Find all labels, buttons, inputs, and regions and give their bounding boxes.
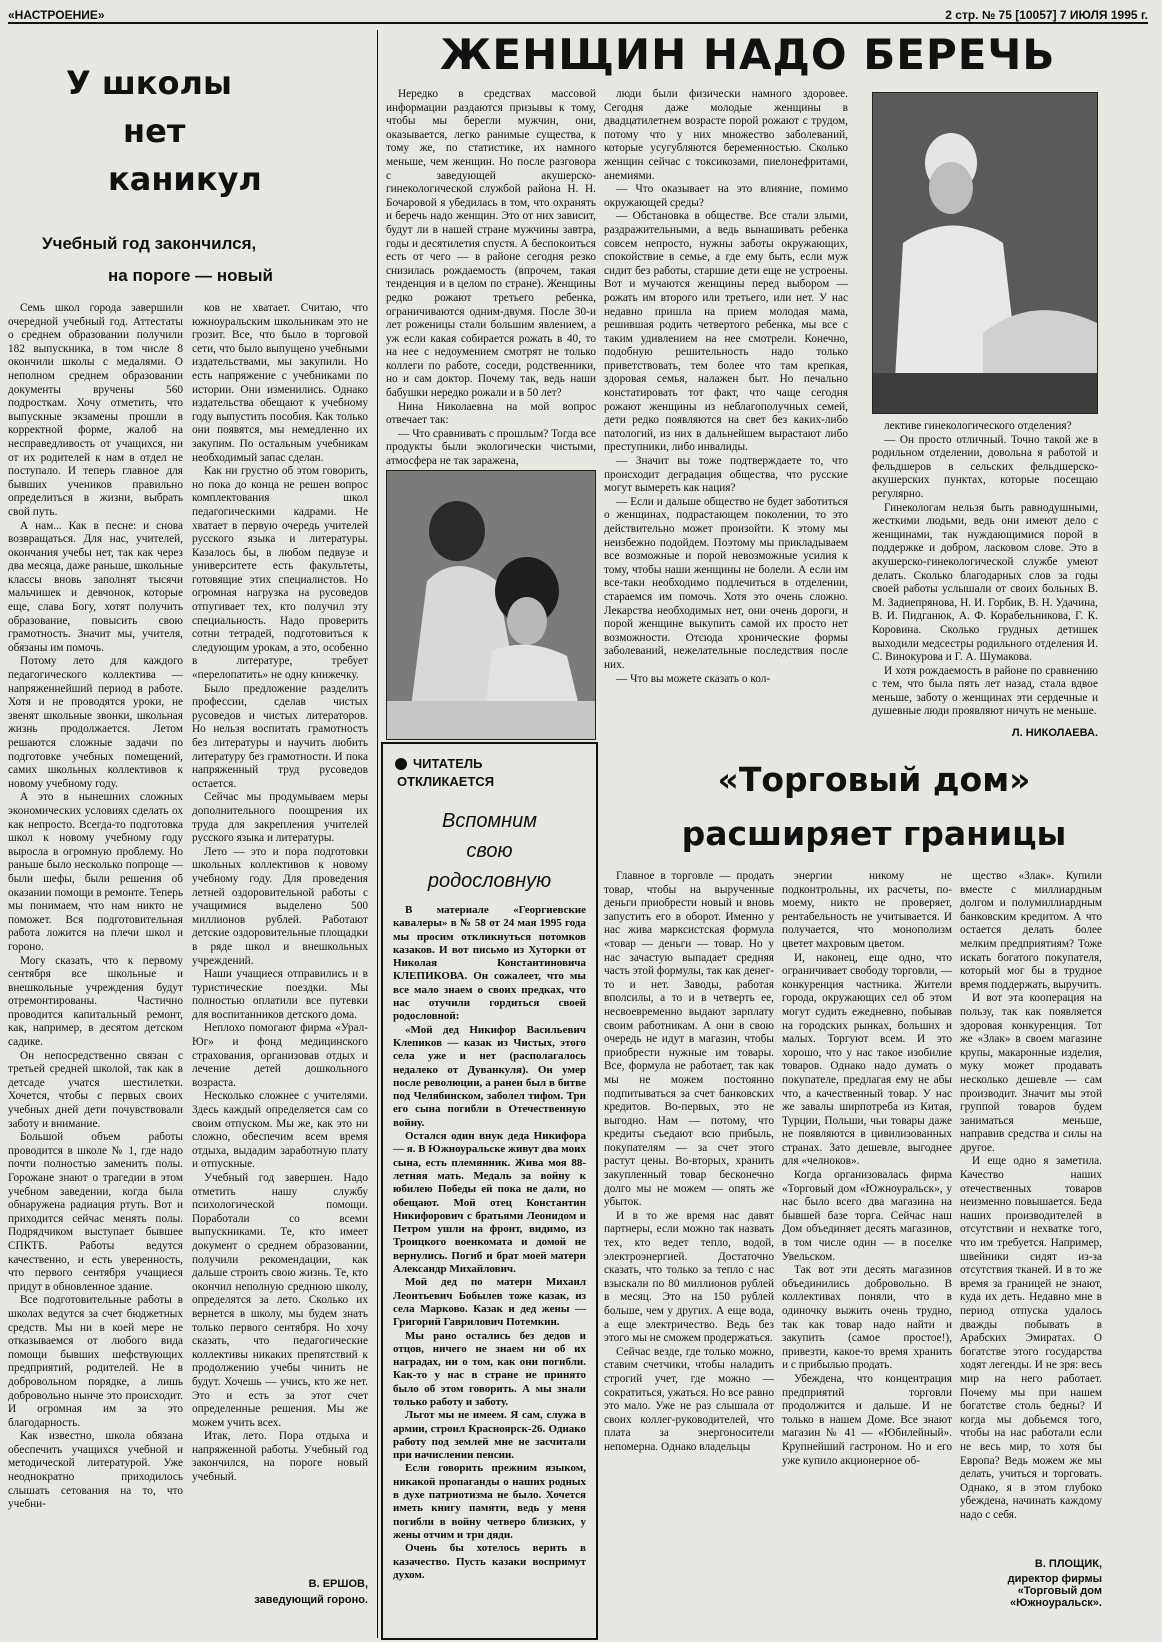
reader-box: [381, 742, 598, 1640]
women-column-3: лективе гинекологического отделения? — Он просто отличный. Точно такой же в родильном отделении, довольна я работой и фельдшеров в сельских фельдшерско-акушерских пунктах, которые посещаю регулярно. Гинекологам нельзя быть равнодушными, жесткими людьми, ведь они имеют дело с женщинами, так нуждающимися порой в поддержке и добром, ласковом слове. Это в акушерско-гинекологической службе умеют делать. Сколько благодарных слов за годы своей работы услышали от своих больных В. М. Задиепрянова, Н. И. Горбик, В. Н. Удачина, В. И. Пидганюк, А. Ф. Корабельникова, Г. К. Коровина. Сколько грудных детишек выходили медсестры родильного отделения И. С. Винокурова и Г. А. Шумакова. И хотя рождаемость в районе по сравнению с тем, что была пять лет назад, стала вдвое меньше, заботу о женщинах эти сердечные и душевные люди проявляют ничуть не меньше.: [872, 420, 1098, 718]
trade-title-line2: расширяет границы: [681, 814, 1067, 853]
school-headline-block: [8, 36, 298, 296]
reader-title-line1: Вспомним: [441, 810, 538, 832]
women-column-2: люди были физически намного здоровее. Сегодня даже молодые женщины в двадцатилетнем возрасте порой рожают с трудом, потому что у них множество заболеваний, которые усугубляются беременностью. Сколько женщин сейчас с токсикозами, пиелонефритами, анемиями. — Что оказывает на это влияние, помимо окружающей среды? — Обстановка в обществе. Все стали злыми, раздражительными, а ведь вынашивать ребенка совсем непросто, нужны заботы окружающих, спокойствие в семье, а где ему быть, если муж сидит без работы, старшие дети еще не устроены. Вот и мучаются женщины перед выбором — рожать им второго или третьего, или нет. У нас недавно пришла на прием молодая мама, решившая родить четвертого ребенка, мы все с таким удивлением на нее смотрели. Конечно, подобную решительность надо только приветствовать, тем более что там крепкая, здоровая семья, налажен быт. Но печально констатировать тот факт, что чаще сегодня рожают женщины из неблагополучных семей, дети редко появляются на свет без каких-либо патологий, из них в дальнейшем вырастают либо преступники, либо инвалиды. — Значит вы тоже подтверждаете то, что происходит деградация общества, что русские могут вымереть как нация? — Если и дальше общество не будет заботиться о женщинах, подрастающем поколении, то это действительно может произойти. К этому мы неизбежно подойдем. Поэтому мы прикладываем все возможные и порой невозможные усилия к тому, чтобы наши женщины не болели. А если им все-таки необходимо подлечиться в отделении, стараемся им помочь. Хотя это очень сложно. Лекарства необходимых нет, они очень дороги, и порой женщине выкупить самой их просто нет возможности. Отсюда хронические формы заболеваний, нежелательные последствия после них. — Что вы можете сказать о кол-: [604, 88, 848, 685]
reader-title-line3: родословную: [427, 870, 552, 892]
school-title-line2: нет: [123, 112, 186, 150]
trade-column-2: энергии никому не подконтрольны, их расчеты, по-моему, никто не проверяет, рентабельность не учитывается. И получается, что монополизм цветет махровым цветом. И, наконец, еще одно, что ограничивает свободу торговли, — конкуренция частника. Жители города, окружающих сел об этом могут судить ежедневно, побывав на городских рынках, больших и малых. Торгуют всем. И это хорошо, что у нас такое изобилие товаров. Однако надо думать о покупателе, предлагая ему не абы что, а качественный товар. У нас же завалы ширпотреба из Китая, Турции, Польши, чьи товары даже не появляются в цивилизованных странах. Зато дешевле, выгоднее для «челноков». Когда организовалась фирма «Торговый дом «Южноуральск», у нас было всего два магазина на бывшей базе торга. Сейчас наш Дом объединяет десять магазинов, в том числе один — в поселке Увельском. Так вот эти десять магазинов объединились добровольно. В коллективах поняли, что в одиночку выжить очень трудно, так как товар надо найти и закупить (самое простое!), привезти, какое-то время хранить и с прибылью продать. Убеждена, что концентрация предприятий торговли продолжится и дальше. И не только в нашем Доме. Все знают магазин № 41 — «Юбилейный». Крупнейший гастроном. Но и его уже купило акционерное об-: [782, 870, 952, 1467]
school-title-line1: У школы: [66, 64, 232, 102]
trade-author-role: директор фирмы «Торговый дом «Южноуральск».: [1007, 1573, 1102, 1609]
women-photo-doctors: [386, 470, 596, 740]
trade-author: В. ПЛОЩИК,: [1034, 1558, 1102, 1570]
bullet-icon: [395, 758, 407, 770]
doctor-patient-photo-illustration: [873, 93, 1097, 413]
school-title-line3: каникул: [108, 160, 262, 198]
school-column-1: Семь школ города завершили очередной учебный год. Аттестаты о среднем образовании получили 182 выпускника, в том числе 8 окончили школы с медалями. О неполном среднем образовании документы вручены 560 подросткам. Хочу отметить, что выпускные экзамены прошли в корректной форме, жалоб на несправедливость от учащихся, ни от их родителей к нам в отдел не поступало. И теперь главное для бывших учеников правильно определиться в жизни, выбрать свой путь. А нам... Как в песне: и снова возвращаться. Для нас, учителей, окончания учебы нет, так как через два месяца, даже раньше, школьные классы вновь заполнят тысячи мальчишек и девчонок, которые еще, слава Богу, хотят получить образование, повысить свою грамотность. Значит мы, учителя, обязаны им помочь. Потому лето для каждого педагогического коллектива — напряженнейший период в работе. Хотя и не проводятся уроки, не звенят школьные звонки, школьная жизнь продолжается. Летом решаются сложные задачи по подготовке учебных помещений, самих школьных коллективов к новому учебному году. А это в нынешних сложных экономических условиях сделать ох как непросто. Всегда-то подготовка школ к новому учебному году выросла в огромную проблему. Но раньше было несколько попроще — были шефы, были решения об оказании помощи в ремонте. Теперь мы понимаем, что нам никто не поможет. Вся подготовительная работа ложится на плечи школ и гороно. Могу сказать, что к первому сентября все школьные и внешкольные учреждения будут отремонтированы. Частично проводится капитальный ремонт, как, например, в десятом детском садике. Он непосредственно связан с третьей средней школой, так как в детсаде учатся шестилетки. Хочется, чтобы с первых своих учебных дней дети почувствовали заботу и внимание. Большой объем работы проводится в школе № 1, где надо почти полностью заменить полы. Горожане знают о трагедии в этом учебном заведении, когда была обнаружена радиация ртуть. Вот и приходится сейчас менять полы. Подрядчиком выступает бывшее СПКТБ. Работы ведутся качественно, и есть уверенность, что первого сентября учащиеся придут в обновленное здание. Все подготовительные работы в школах ведутся за счет бюджетных средств. Мы ни в коей мере не отказываемся от любого вида помощи бывших шефствующих предприятий, родителей. Не в добровольном порядке, а лишь добровольно нынче это происходит. И огромная им за это благодарность. Как известно, школа обязана обеспечить учащихся учебной и методической литературой. Уже неоднократно приходилось слышать сетования на то, что учебни-: [8, 302, 183, 1511]
reader-kicker-line2: ОТКЛИКАЕТСЯ: [397, 774, 495, 789]
trade-column-3: щество «Злак». Купили вместе с миллиардным долгом и полумиллиардным банковским кредитом. А что остается делать более мелким предприятиям? Тоже искать богатого покупателя, который мог бы в трудное время поддержать, выручить. И вот эта кооперация на пользу, так как появляется здоровая конкуренция. Тот же «Злак» в своем магазине крупы, макаронные изделия, муку может продавать несколько дешевле — сам производит. Значит мы этой группой товаров будем заниматься меньше, направив средства и силы на другое. И еще одно я заметила. Качество наших отечественных товаров неизменно повышается. Беда наших производителей в отсутствии и нехватке того, что им требуется. Например, швейники сидят из-за отсутствия тканей. И в то же время за границей не знают, куда их деть. Недавно мне в период отпуска удалось дважды побывать в Арабских Эмиратах. О богатстве этого государства ходят легенды. И не зря: весь мир на него работает. Почему мы при нашем богатстве столь бедны? И когда мы добьемся того, чтобы на нас работали если не весь мир, то хотя бы Европа? Ведь можем же мы делать, учиться и торговать. Однако, я в этом глубоко убеждена, начинать каждому надо с себя.: [960, 870, 1102, 1521]
masthead-issue-line: 2 стр. № 75 [10057] 7 ИЮЛЯ 1995 г.: [945, 8, 1148, 22]
women-column-1: Нередко в средствах массовой информации раздаются призывы к тому, чтобы мы берегли мужчин, они, оказывается, легко ранимые существа, к тому же, по статистике, их намного меньше, чем женщин. Но после разговора с заведующей акушерско-гинекологической службой района Н. Н. Бочаровой я убедилась в том, что охранять и беречь надо женщин. Это от них зависит, будут ли в нашей стране мужчины завтра, годы и десятилетия спустя. А беспокоиться есть от чего — в районе сегодня резко снизилась рождаемость (впрочем, такая тенденция и в целом по стране). Женщины редко рожают третьего ребенка, ограничиваются одним-двумя. После 30-и лет роженицы стали большим явлением, а уж если какая собирается рожать в 40, то на нее с недоумением смотрят не только коллеги по работе, соседи, родственники, но и сам доктор. Почему так, ведь наши бабушки нередко рожали и в 50 лет? Нина Николаевна на мой вопрос отвечает так: — Что сравнивать с прошлым? Тогда все продукты были экологически чистыми, атмосфера не так заражена,: [386, 88, 596, 468]
school-column-2: ков не хватает. Считаю, что южноуральским школьникам это не грозит. Все, что было в торговой сети, что было выпущено учебными издательствами, мы закупили. Но есть напряжение с учебниками по истории. Они изменились. Однако издательства обещают к учебному году выпустить пособия. Как только они появятся, мы немедленно их закупим. По остальным учебникам необходимый запас сделан. Как ни грустно об этом говорить, но пока до конца не решен вопрос комплектования школ педагогическими кадрами. Не хватает в первую очередь учителей русского языка и литературы. Казалось бы, в любом педвузе и университете есть факультеты, готовящие этих специалистов. Но огромная нагрузка на русоведов отпугивает тех, кто получил эту специальность. Надо проверить сотни тетрадей, подготовиться к следующим урокам, а это, особенно в литературе, требует «перелопатить» не одну книжечку. Было предложение разделить профессии, сделав чистых русоведов и чистых литераторов. Но нельзя воспитать грамотность без литературы и научить любить литературу без грамотности. И пока напряженный труд русоведов остается. Сейчас мы продумываем меры дополнительного поощрения их труда для закрепления учителей русского языка и литературы. Лето — это и пора подготовки школьных коллективов к новому учебному году. Для проведения летней оздоровительной работы с учащимися выделено 500 миллионов рублей. Работают детские оздоровительные площадки в ряде школ и внешкольных учреждений. Наши учащиеся отправились и в туристические поездки. Мы полностью оплатили все путевки для воспитанников детского дома. Неплохо помогают фирма «Урал-Юг» и фонд медицинского страхования, организовав отдых и лечение детей дошкольного возраста. Несколько сложнее с учителями. Здесь каждый определяется сам со своим отпуском. Мы же, как это ни сложно, обеспечим всем время отдыха, выдадим заработную плату и отпускные. Учебный год завершен. Надо отметить нашу службу психологической помощи. Поработали со всеми выпускниками. Те, кто имеет документ о среднем образовании, получили рекомендации, как дальше строить свою жизнь. Те, кто окончил неполную среднюю школу, определятся за лето. Сколько их вернется в школу, мы будем знать только первого сентября. Но хочу сказать, что педагогические коллективы никаких препятствий к продолжению учебы чинить не будут. Хочешь — учись, кто же нет. Это и есть за этот счет определенные решения. Мы же можем учить всех. Итак, лето. Пора отдыха и напряженной работы. Учебный год закончился, на пороге новый учебный.: [192, 302, 368, 1484]
doctors-photo-illustration: [387, 471, 595, 739]
reader-kicker-line1: ЧИТАТЕЛЬ: [413, 756, 483, 771]
school-subtitle-line2: на пороге — новый: [108, 266, 273, 285]
school-subtitle-line1: Учебный год закончился,: [42, 234, 257, 253]
trade-title-line1: «Торговый дом»: [717, 760, 1031, 799]
women-title: ЖЕНЩИН НАДО БЕРЕЧЬ: [440, 30, 1056, 79]
masthead-rule: [8, 22, 1148, 24]
masthead-section: «НАСТРОЕНИЕ»: [8, 8, 105, 22]
women-photo-doctor-patient: [872, 92, 1098, 414]
school-author-role: заведующий гороно.: [254, 1594, 368, 1606]
women-author: Л. НИКОЛАЕВА.: [1011, 727, 1098, 739]
reader-title-line2: свою: [466, 840, 513, 862]
trade-column-1: Главное в торговле — продать товар, чтобы на вырученные деньги приобрести новый и вновь запустить его в оборот. Именно у нас жива марксистская формула «товар — деньги — товар. Но у нас зачастую выпадает средняя часть этой формулы, так как денег-то и нет. Заводы, работая вполсилы, а то и в четверть ее, несвоевременно выдают зарплату своим работникам. А они в свою очередь не идут в магазин, чтобы приобрести нужные им товары. Все, формула не работает, так как мы не можем постоянно подпитываться за счет банковских кредитов. Во-первых, это не выгодно. Нам — потому, что кредиты съедают всю прибыль, покупателям — за счет этого растут цены. Во-вторых, хранить закупленный товар бесконечно долго мы не можем — опять же убыток. И в то же время нас давят партнеры, если можно так назвать тех, кто ведет тепло, водой, электроэнергией. Достаточно сказать, что только за тепло с нас взыскали по 80 миллионов рублей в месяц. Это на 150 рублей больше, чем у других. А еще вода, а еще электричество. Ведь без этого мы не сможем продержаться. Сейчас везде, где только можно, ставим счетчики, чтобы наладить строгий учет, где можно — сократиться, ужаться. Но все равно это мало. Уже не раз слышала от своих коллег-руководителей, что плата за энергоносители непомерна. Однако владельцы: [604, 870, 775, 1453]
reader-body: В материале «Георгиевские кавалеры» в № 58 от 24 мая 1995 года мы просим откликнуться потомков казаков. И вот письмо из Хуторки от Николая Константиновича КЛЕПИКОВА. Он сожалеет, что мы все мало знаем о своих предках, что нас отучили гордиться своей родословной: «Мой дед Никифор Васильевич Клепиков — казак из Чистых, этого села уже и нет (располагалось недалеко от Дуванкуля). Он умер после революции, а ранен был в битве под Челябинском, заболел тифом. Три его сына погибли в Отечественную войну. Остался один внук деда Никифора — я. В Южноуральске живут два моих сына, есть племянник. Жива моя 88-летняя мать. Медаль за войну к юбилею Победы ей пока не дали, но обещают. Мой отец Константин Никифорович с братьями Леонидом и Петром ушли на фронт, видимо, из Троицкого военкомата и домой не вернулись. Погиб и брат моей матери Александр Михайлович. Мой дед по матери Михаил Леонтьевич Бобылев тоже казак, из села Марково. Казак и дед жены — Григорий Гаврилович Потемкин. Мы рано остались без дедов и отцов, ничего не знаем ни об их наградах, ни о том, как они погибли. Как-то у нас в стране не принято было об этом говорить. А мы знали только работу и заботу. Льгот мы не имеем. Я сам, служа в армии, строил Красноярск-26. Однако работу под землей мне не засчитали при начислении пенсии. Если говорить прежним языком, никакой пропаганды о наших родных в духе патриотизма не было. Хочется иметь книгу памяти, ведь у меня погибли в войну четверо близких, у жены отчим и три дяди. Очень бы хотелось верить в казачество. Пусть казаки воспримут духом.: [393, 904, 586, 1581]
school-author: В. ЕРШОВ,: [308, 1578, 368, 1590]
column-divider: [377, 30, 378, 1638]
